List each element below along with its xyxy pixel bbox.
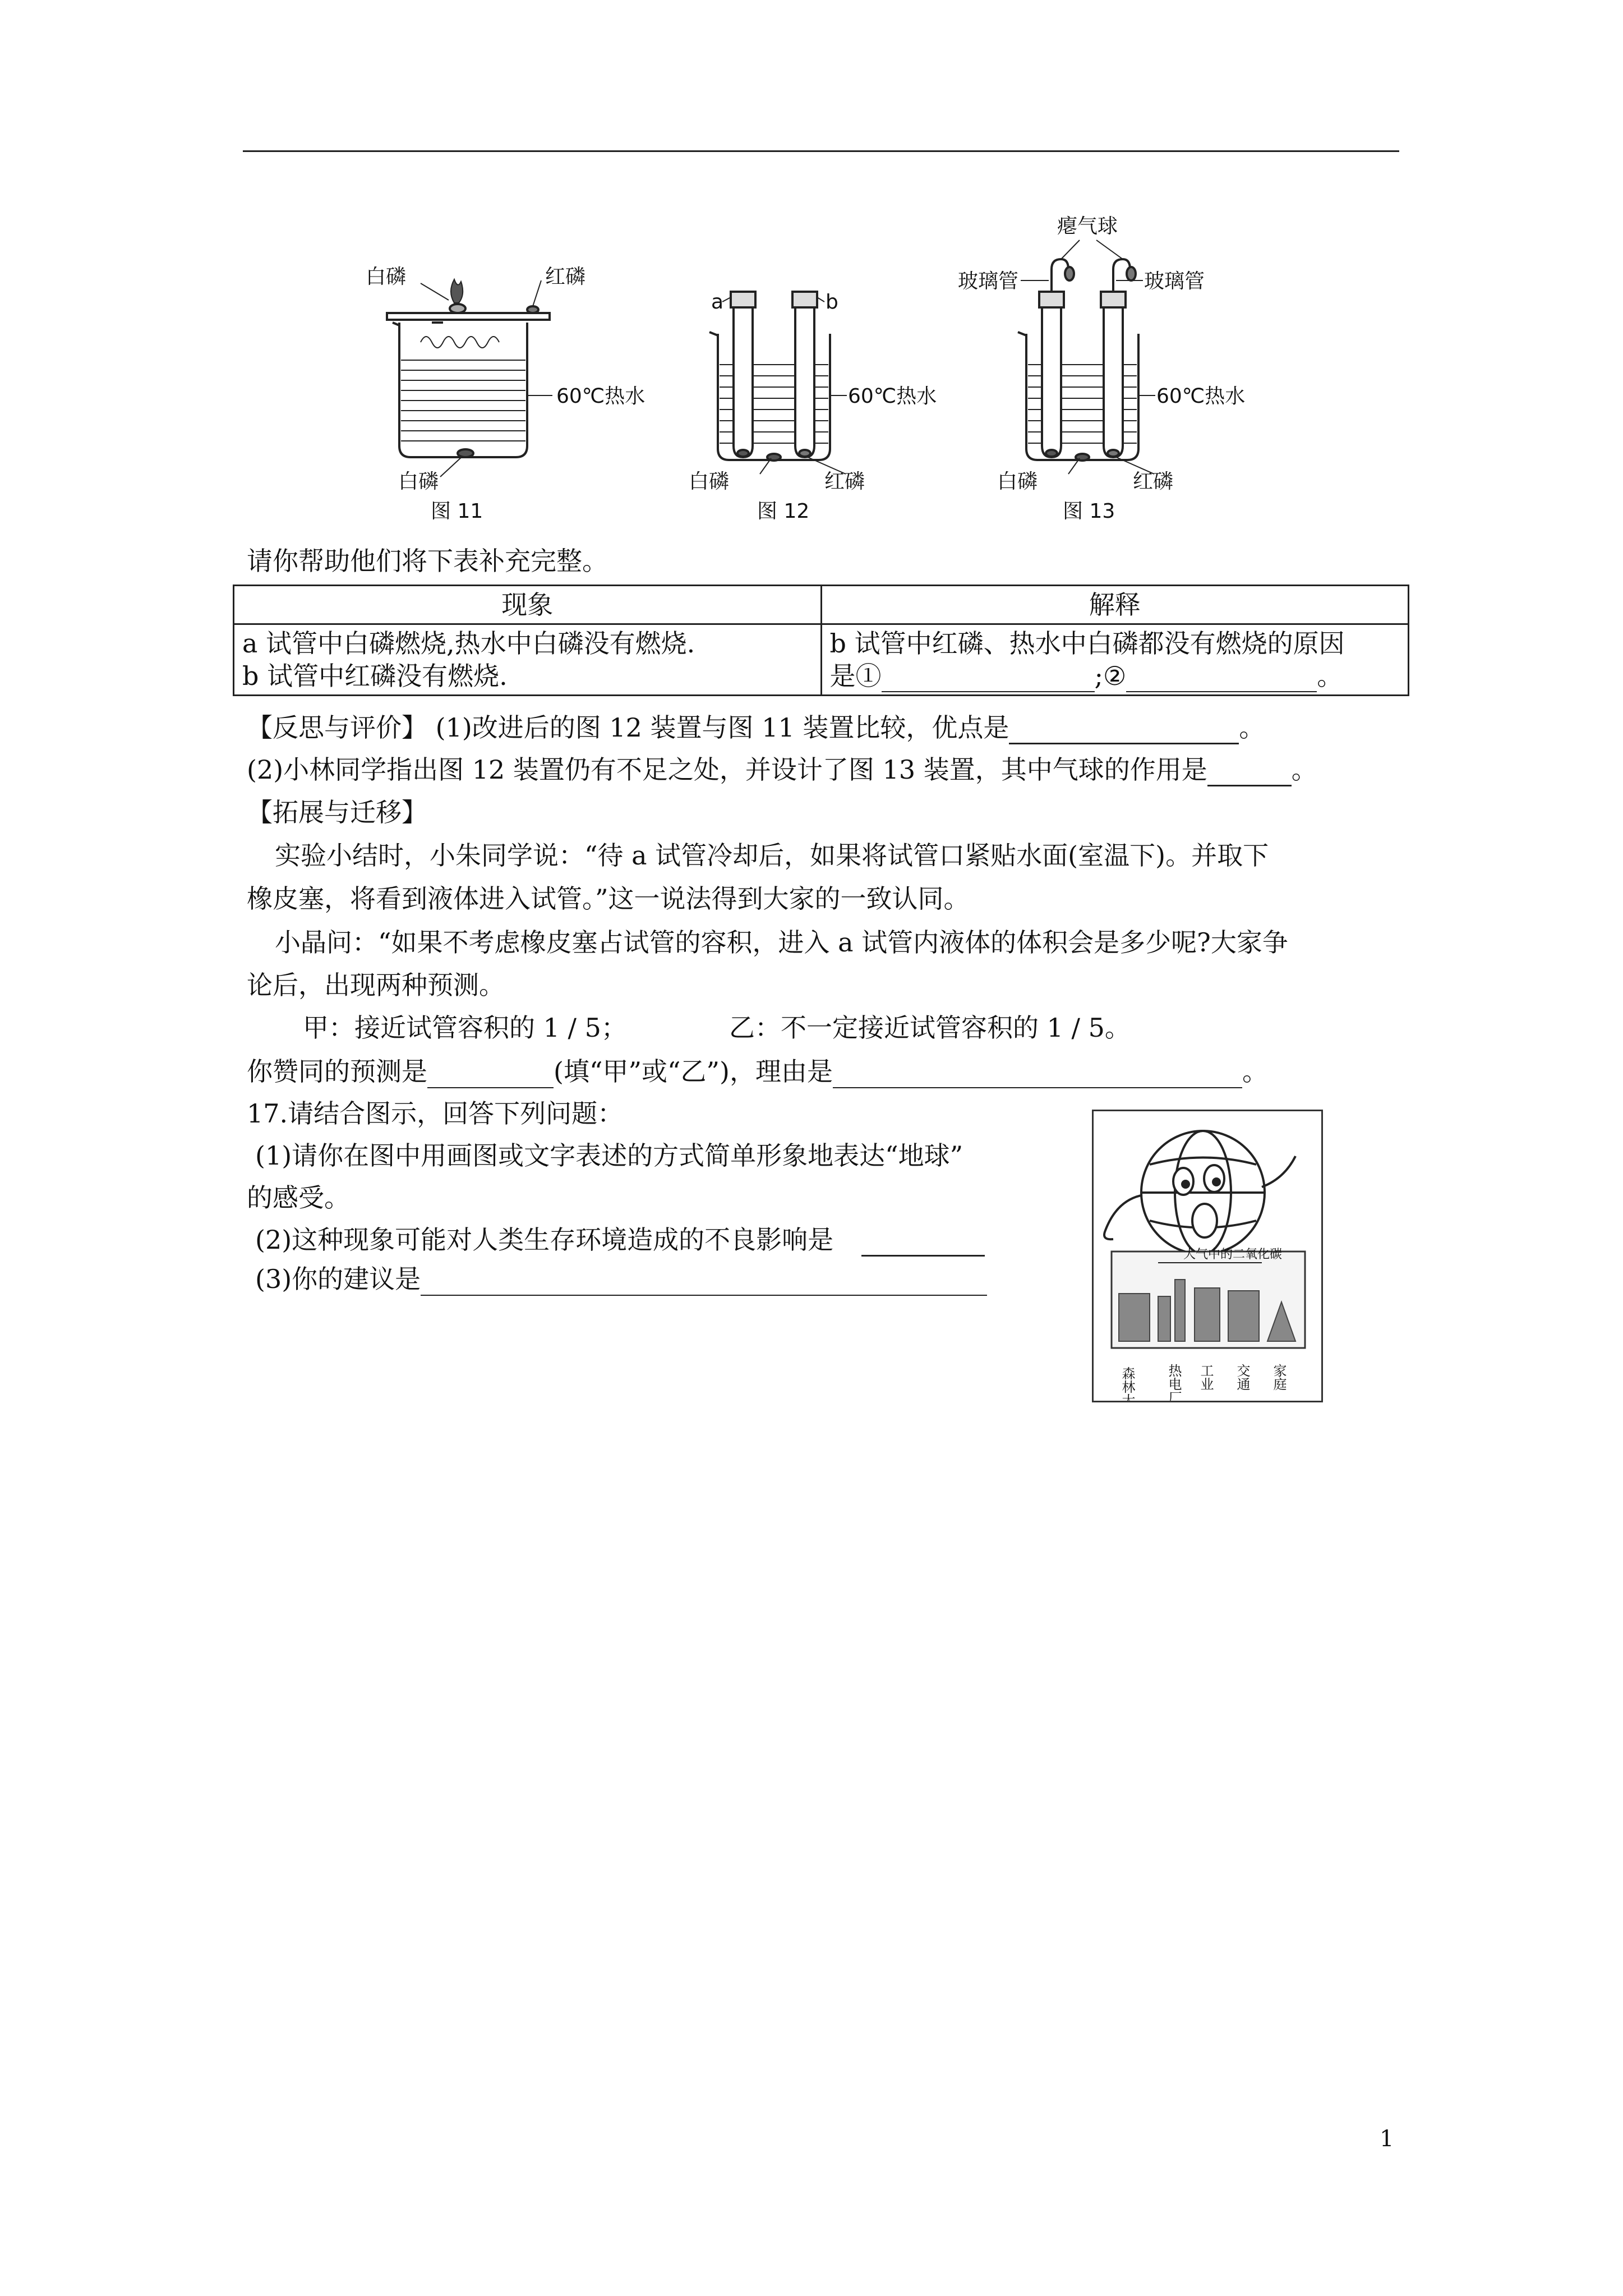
phenomenon-line-1: a 试管中白磷燃烧,热水中白磷没有燃烧. bbox=[242, 628, 695, 659]
fig13-caption: 图 13 bbox=[1063, 500, 1115, 523]
figure-12 bbox=[709, 292, 847, 474]
blank-reason-2[interactable] bbox=[1126, 666, 1317, 692]
figure-11 bbox=[387, 279, 552, 477]
explanation-line-2 bbox=[830, 660, 1400, 692]
q17-part3-text: (3)你的建议是 bbox=[255, 1264, 421, 1294]
reflection-q1: (1)改进后的图 12 装置与图 11 装置比较，优点是 bbox=[435, 712, 1009, 743]
q17-part2 bbox=[255, 1223, 985, 1257]
explanation-prefix: 是① bbox=[829, 661, 882, 691]
extension-para1-line2: 橡皮塞，将看到液体进入试管。”这一说法得到大家的一致认同。 bbox=[247, 884, 970, 914]
fig12-label-water: 60℃热水 bbox=[848, 385, 937, 408]
blank-balloon-role[interactable] bbox=[1207, 760, 1292, 786]
phenomenon-line-2: b 试管中红磷没有燃烧. bbox=[242, 661, 508, 691]
fig13-label-water: 60℃热水 bbox=[1156, 385, 1246, 408]
fig13-label-tube-right: 玻璃管 bbox=[1144, 270, 1205, 293]
fig12-label-white: 白磷 bbox=[689, 470, 730, 493]
fig11-caption: 图 11 bbox=[431, 500, 483, 523]
blank-impact[interactable] bbox=[861, 1230, 985, 1257]
fig13-label-red: 红磷 bbox=[1133, 470, 1174, 493]
table-header-phenomenon: 现象 bbox=[234, 586, 822, 624]
answer-end: 。 bbox=[1242, 1056, 1268, 1087]
co2-banner: 大气中的二氧化碳 bbox=[1183, 1248, 1283, 1262]
observation-table bbox=[233, 585, 1409, 696]
reflection-heading: 【反思与评价】 bbox=[247, 712, 427, 743]
reflection-q1-end: 。 bbox=[1239, 712, 1265, 743]
table-cell-explanation bbox=[821, 624, 1409, 696]
blank-advantage[interactable] bbox=[1009, 718, 1239, 744]
experiment-figures bbox=[348, 208, 1301, 527]
explanation-mid: ;② bbox=[1094, 661, 1127, 691]
fig13-label-white: 白磷 bbox=[997, 470, 1038, 493]
table-intro: 请你帮助他们将下表补充完整。 bbox=[247, 546, 608, 576]
reflection-line-2 bbox=[247, 753, 1317, 786]
earth-co2-figure bbox=[1092, 1110, 1323, 1402]
table-cell-phenomenon bbox=[234, 624, 822, 696]
q17-part2-text: (2)这种现象可能对人类生存环境造成的不良影响是 bbox=[255, 1225, 834, 1255]
fig12-caption: 图 12 bbox=[757, 500, 810, 523]
fig12-label-a: a bbox=[711, 291, 724, 314]
reflection-q2: (2)小林同学指出图 12 装置仍有不足之处，并设计了图 13 装置，其中气球的作用是 bbox=[247, 754, 1207, 785]
answer-mid: (填“甲”或“乙”)，理由是 bbox=[554, 1056, 833, 1087]
prediction-answer-line bbox=[247, 1055, 1268, 1088]
blank-prediction[interactable] bbox=[427, 1062, 554, 1088]
reflection-q2-end: 。 bbox=[1291, 754, 1317, 785]
extension-para2-line2: 论后，出现两种预测。 bbox=[247, 970, 505, 1000]
answer-prefix: 你赞同的预测是 bbox=[247, 1056, 427, 1087]
explanation-end: 。 bbox=[1317, 661, 1343, 691]
extension-para2-line1: 小晶问：“如果不考虑橡皮塞占试管的容积，进入 a 试管内液体的体积会是多少呢?大家争 bbox=[275, 927, 1288, 958]
table-header-explanation: 解释 bbox=[821, 586, 1409, 624]
fig11-label-white-bottom: 白磷 bbox=[398, 470, 439, 493]
source-power-plant: 热电厂 bbox=[1166, 1364, 1182, 1401]
fig13-label-tube-left: 玻璃管 bbox=[958, 270, 1019, 293]
fig11-label-red: 红磷 bbox=[545, 265, 586, 288]
explanation-line-1: b 试管中红磷、热水中白磷都没有燃烧的原因 bbox=[829, 628, 1345, 659]
source-forest-fire: 森林大火 bbox=[1119, 1366, 1135, 1401]
q17-part1-line2: 的感受。 bbox=[247, 1182, 350, 1213]
page-number: 1 bbox=[1380, 2126, 1394, 2152]
fig11-label-white-top: 白磷 bbox=[366, 265, 407, 288]
extension-heading: 【拓展与迁移】 bbox=[247, 797, 427, 827]
fig13-label-balloon: 瘪气球 bbox=[1057, 215, 1118, 238]
earth-cartoon-illustration bbox=[1094, 1111, 1321, 1401]
q17-title: 17.请结合图示，回答下列问题： bbox=[247, 1098, 624, 1129]
figure-13 bbox=[1018, 240, 1155, 474]
blank-reason[interactable] bbox=[833, 1062, 1242, 1088]
prediction-jia: 甲：接近试管容积的 1 / 5； bbox=[303, 1013, 627, 1043]
fig11-label-water: 60℃热水 bbox=[556, 385, 645, 408]
prediction-yi: 乙：不一定接近试管容积的 1 / 5。 bbox=[729, 1013, 1131, 1043]
header-rule bbox=[243, 150, 1399, 152]
fig12-label-red: 红磷 bbox=[824, 470, 865, 493]
source-traffic: 交通 bbox=[1234, 1364, 1250, 1391]
reflection-line-1 bbox=[247, 711, 1265, 744]
q17-part1-line1: (1)请你在图中用画图或文字表述的方式简单形象地表达“地球” bbox=[255, 1140, 963, 1171]
blank-suggestion[interactable] bbox=[421, 1274, 987, 1296]
q17-part3 bbox=[255, 1262, 987, 1296]
extension-para1-line1: 实验小结时，小朱同学说：“待 a 试管冷却后，如果将试管口紧贴水面(室温下)。并取下 bbox=[275, 840, 1269, 871]
source-industry: 工业 bbox=[1198, 1364, 1214, 1391]
fig12-label-b: b bbox=[826, 291, 838, 314]
source-household: 家庭 bbox=[1271, 1364, 1287, 1391]
blank-reason-1[interactable] bbox=[882, 666, 1095, 692]
